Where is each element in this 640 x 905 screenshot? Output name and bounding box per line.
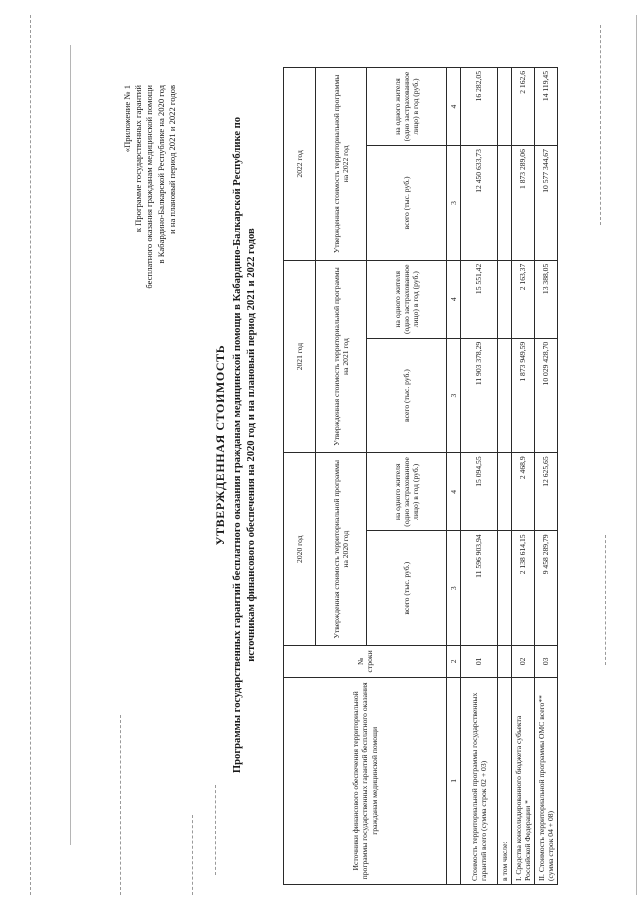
value-total-2020: 11 596 903,94 <box>461 531 498 646</box>
column-index: 3 <box>447 146 461 261</box>
table-row <box>512 68 535 885</box>
row-source: II. Стоимость территориальной программы ОМС всего** (сумма строк 04 + 08) <box>535 677 558 884</box>
scan-artifact-line <box>70 45 71 845</box>
value-total-2022: 1 873 289,06 <box>512 146 535 261</box>
header-row-index <box>447 68 461 885</box>
value-per-capita-2021: 2 163,37 <box>512 260 535 338</box>
header-total-2020: всего (тыс. руб.) <box>367 531 447 646</box>
scan-artifact-line <box>192 815 193 895</box>
value-per-capita-2022: 14 119,45 <box>535 68 558 146</box>
scan-artifact-line <box>605 535 606 665</box>
row-source: в том числе: <box>498 677 512 884</box>
header-year-2021: 2021 год <box>284 260 316 453</box>
row-number: 03 <box>535 646 558 678</box>
header-total-2021: всего (тыс. руб.) <box>367 338 447 453</box>
row-number <box>498 646 512 678</box>
column-index: 2 <box>447 646 461 678</box>
value-per-capita-2022: 2 162,6 <box>512 68 535 146</box>
row-source: I. Средства консолидированного бюджета субъекта Российской Федерации * <box>512 677 535 884</box>
header-row-number: № строки <box>284 646 447 678</box>
table-row <box>498 68 512 885</box>
appendix-line: к Программе государственных гарантий <box>133 85 144 233</box>
value-total-2021: 11 903 378,29 <box>461 338 498 453</box>
value-total-2021 <box>498 338 512 453</box>
value-total-2022 <box>498 146 512 261</box>
value-total-2021: 1 873 949,59 <box>512 338 535 453</box>
header-group-2020: Утвержденная стоимость территориальной программы на 2020 год <box>316 453 367 646</box>
value-per-capita-2020: 12 625,65 <box>535 453 558 531</box>
header-year-2022: 2022 год <box>284 68 316 261</box>
table-row <box>461 68 498 885</box>
header-per-capita-2022: на одного жителя (одно застрахованное лицо) в год (руб.) <box>367 68 447 146</box>
financing-table <box>283 67 558 885</box>
value-total-2020: 2 138 614,15 <box>512 531 535 646</box>
column-index: 1 <box>447 677 461 884</box>
appendix-line: бесплатного оказания гражданам медицинской помощи <box>144 85 155 289</box>
column-index: 3 <box>447 531 461 646</box>
value-per-capita-2020: 2 468,9 <box>512 453 535 531</box>
header-per-capita-2020: на одного жителя (одно застрахованное лицо) в год (руб.) <box>367 453 447 531</box>
appendix-line: «Приложение № 1 <box>122 85 132 153</box>
value-total-2022: 12 450 633,73 <box>461 146 498 261</box>
document-title <box>213 55 259 835</box>
table-row <box>535 68 558 885</box>
row-source: Стоимость территориальной программы государственных гарантий всего (сумма строк 02 + 03) <box>461 677 498 884</box>
title-subtitle-line-2: источникам финансового обеспечения на 2020 год и на плановый период 2021 и 2022 годов <box>246 228 257 662</box>
column-index: 4 <box>447 453 461 531</box>
value-per-capita-2020: 15 094,55 <box>461 453 498 531</box>
appendix-reference <box>122 85 178 385</box>
value-per-capita-2021: 13 388,05 <box>535 260 558 338</box>
title-subtitle-line-1: Программы государственных гарантий бесплатного оказания гражданам медицинской помощи в Кабардино-Балкарской Республике по <box>232 116 243 774</box>
appendix-line: в Кабардино-Балкарской Республике на 2020 год <box>155 85 166 264</box>
value-per-capita-2020 <box>498 453 512 531</box>
value-total-2020 <box>498 531 512 646</box>
value-per-capita-2022 <box>498 68 512 146</box>
header-row-years <box>284 68 316 885</box>
scan-artifact-line <box>30 15 31 895</box>
header-total-2022: всего (тыс. руб.) <box>367 146 447 261</box>
column-index: 4 <box>447 68 461 146</box>
header-group-2021: Утвержденная стоимость территориальной программы на 2021 год <box>316 260 367 453</box>
value-total-2022: 10 577 344,67 <box>535 146 558 261</box>
scan-artifact-line <box>636 15 637 895</box>
column-index: 3 <box>447 338 461 453</box>
header-group-2022: Утвержденная стоимость территориальной программы на 2022 год <box>316 68 367 261</box>
header-source: Источники финансового обеспечения территориальной программы государственных гарантий бесплатного оказания гражданам медицинской помощи <box>284 677 447 884</box>
header-per-capita-2021: на одного жителя (одно застрахованное лицо) в год (руб.) <box>367 260 447 338</box>
scan-artifact-line <box>120 715 121 895</box>
column-index: 4 <box>447 260 461 338</box>
appendix-line: и на плановый период 2021 и 2022 годов <box>166 85 177 234</box>
value-per-capita-2021 <box>498 260 512 338</box>
value-total-2021: 10 029 428,70 <box>535 338 558 453</box>
title-main: УТВЕРЖДЕННАЯ СТОИМОСТЬ <box>213 344 227 546</box>
scan-artifact-line <box>600 25 601 225</box>
value-per-capita-2021: 15 551,42 <box>461 260 498 338</box>
header-year-2020: 2020 год <box>284 453 316 646</box>
row-number: 02 <box>512 646 535 678</box>
row-number: 01 <box>461 646 498 678</box>
value-total-2020: 9 458 289,79 <box>535 531 558 646</box>
value-per-capita-2022: 16 282,05 <box>461 68 498 146</box>
